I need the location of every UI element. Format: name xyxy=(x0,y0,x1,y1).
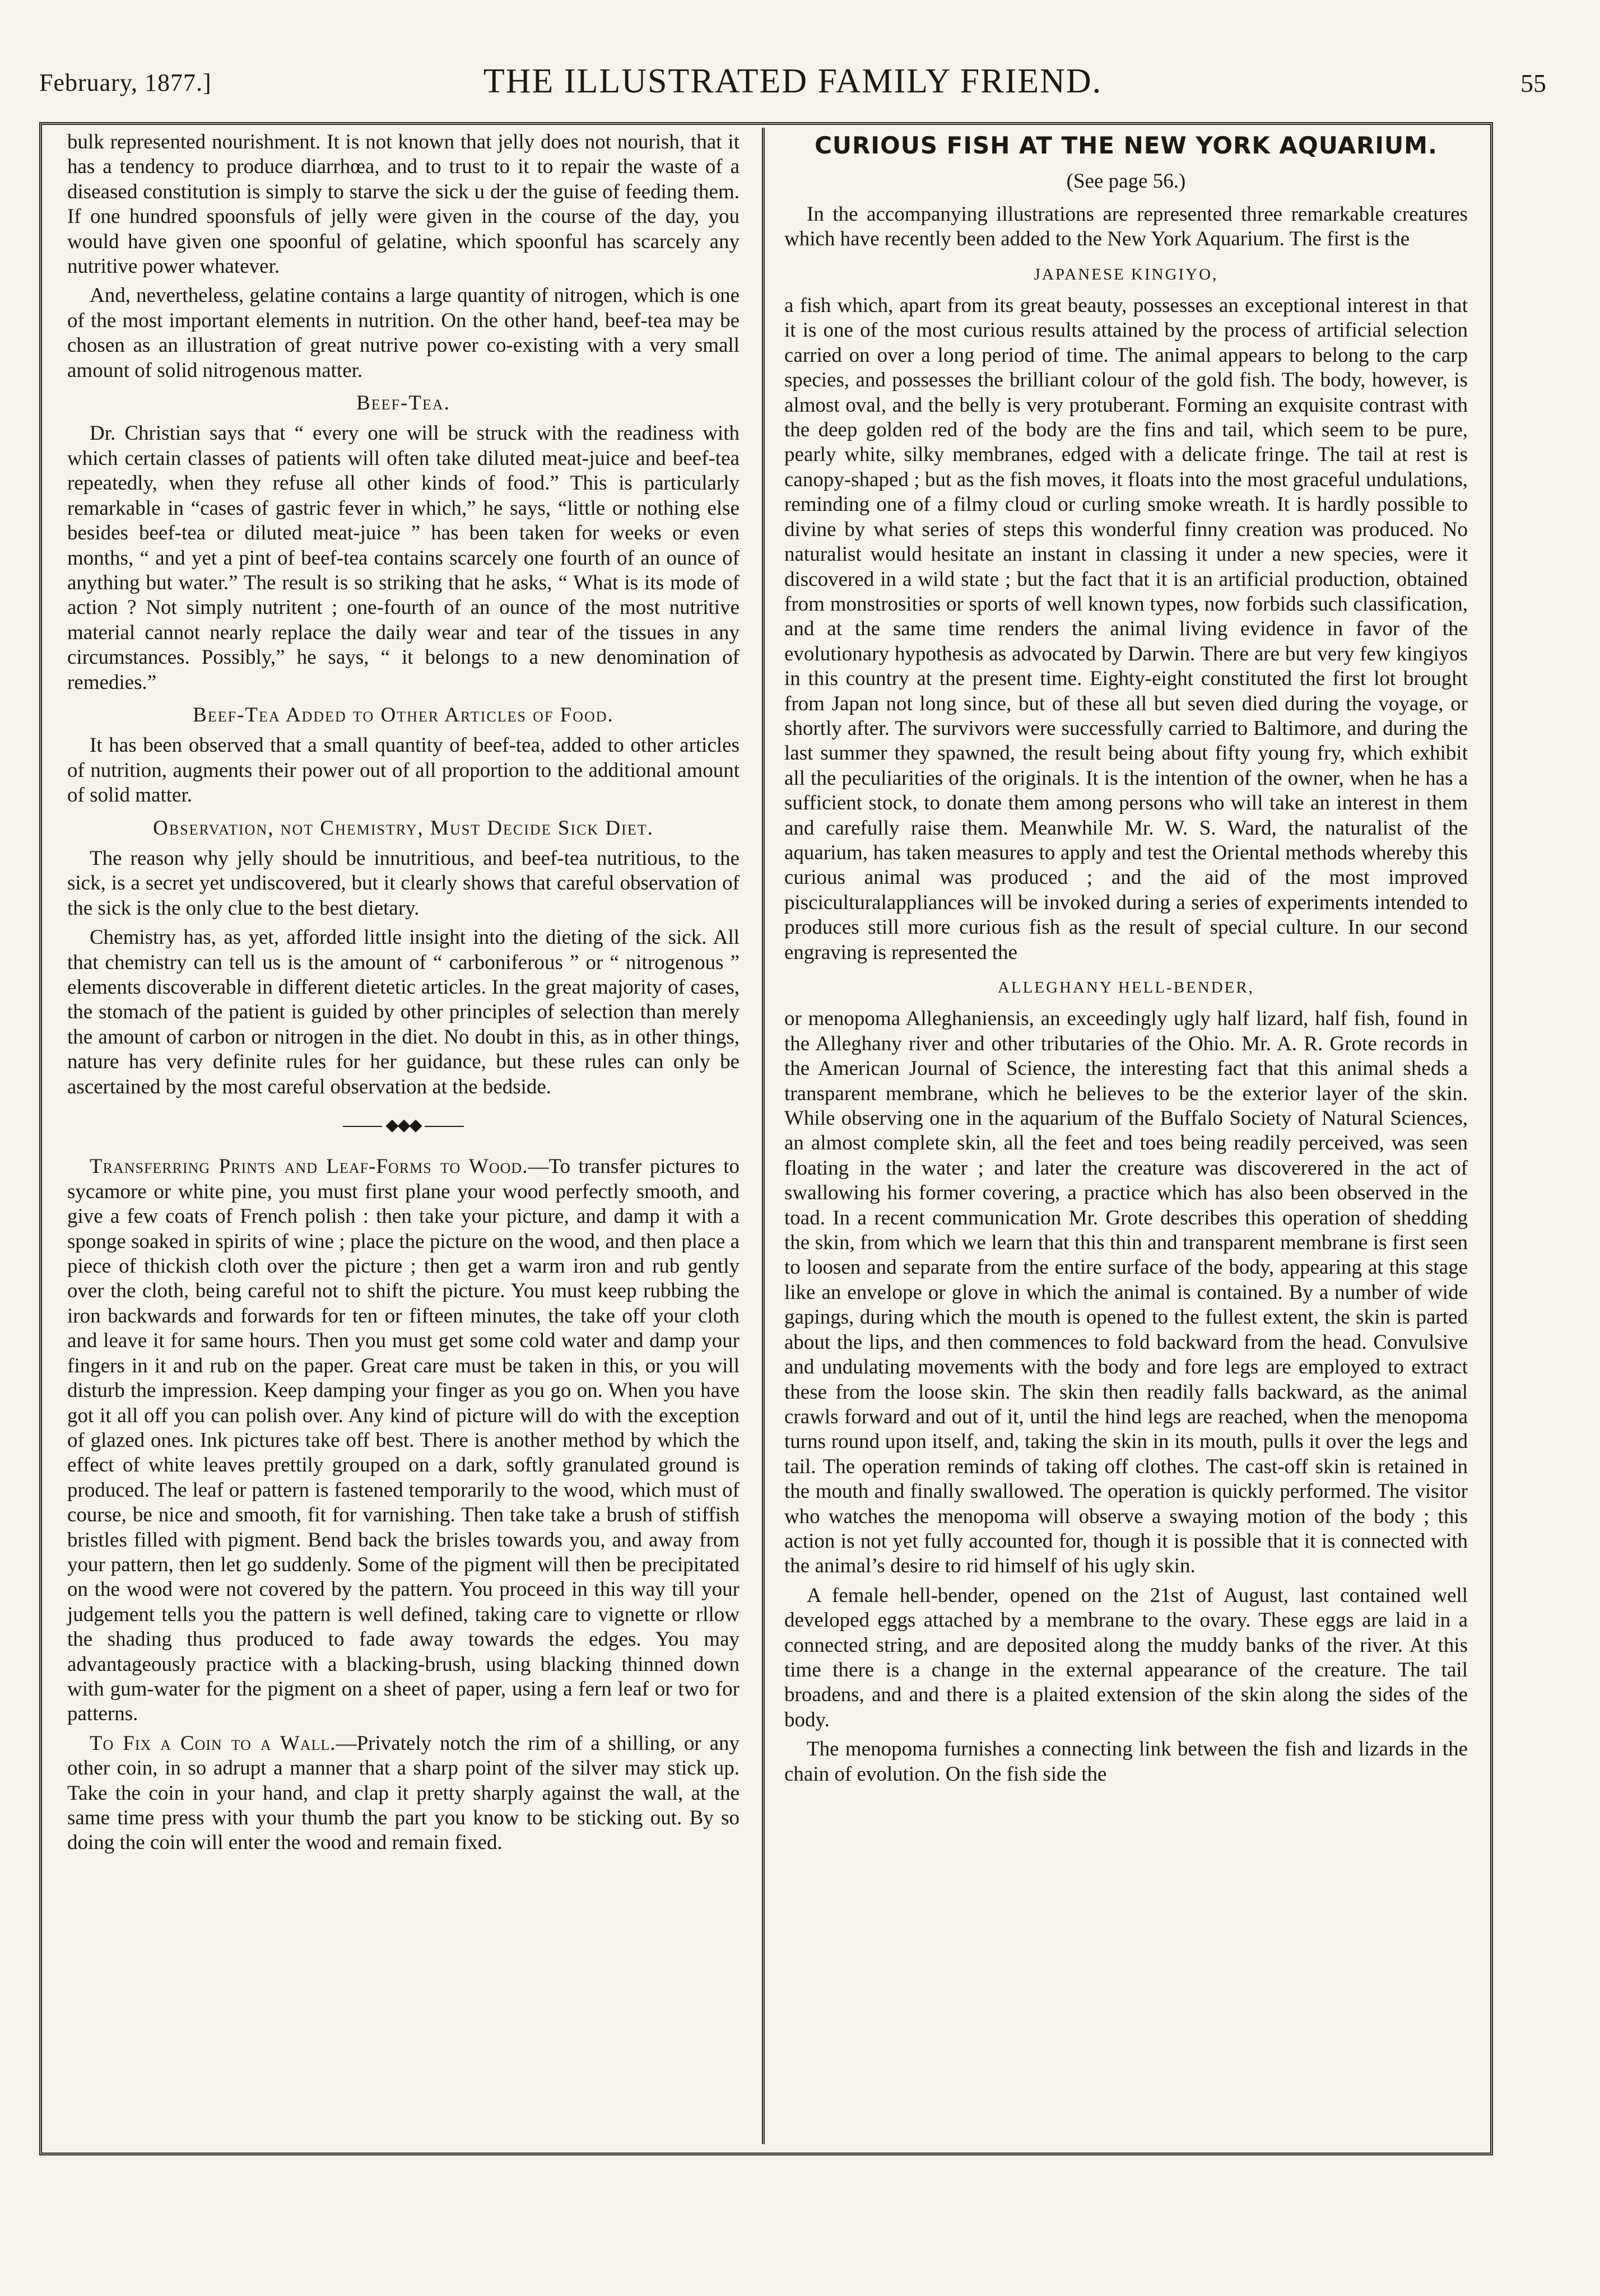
transfer-paragraph xyxy=(67,1154,739,1726)
left-paragraph-4: It has been observed that a small quantity of beef-tea, added to other articles of nutrition, augments their power out of all proportion to the additional amount of solid matter. xyxy=(67,734,739,807)
heading-alleghany-hell-bender: ALLEGHANY HELL-BENDER, xyxy=(998,979,1254,996)
right-paragraph-2: a fish which, apart from its great beauty, possesses an exceptional interest in that it is one of the most curious results attained by the process of artificial selection carried on over a long period of time. The animal appears to belong to the carp species, and possesses the brilliant colour of the gold fish. The body, however, is almost oval, and the belly is very protuberant. Forming an exquisite contrast with the deep golden red of the body are the fins and tail, which seem to be pure, pearly white, silky membranes, edged with a delicate fringe. The tail at rest is canopy-shaped ; but as the fish moves, it floats into the most graceful undulations, reminding one of a filmy cloud or curling smoke wreath. It is hardly possible to divine by what series of steps this wonderful finny creation was produced. No naturalist would hesitate an instant in classing it under a new species, were it discovered in a wild state ; but the fact that it is an artificial production, obtained from monstrosities or sports of well known types, now forbids such classification, and at the same time renders the animal living evidence in favor of the evolutionary hypothesis as advocated by Darwin. There are but very few kingiyos in this country at the present time. Eighty-eight constituted the first lot brought from Japan not long since, but of these all but seven died during the voyage, or shortly after. The survivors were successfully carried to Baltimore, and during the last summer they spawned, the result being about fifty young fry, which exhibit all the peculiarities of the originals. It is the intention of the owner, when he has a sufficient stock, to donate them among persons who will take an interest in them and carefully raise them. Meanwhile Mr. W. S. Ward, the naturalist of the aquarium, has taken measures to apply and test the Oriental methods whereby this curious animal was produced ; and the aid of the most improved pisciculturalappliances will be invoked during a series of experiments intended to produces still more curious fish as the result of special culture. In our second engraving is represented the xyxy=(784,294,1468,964)
heading-beef-tea: Beef-Tea. xyxy=(356,392,450,415)
publication-title: THE ILLUSTRATED FAMILY FRIEND. xyxy=(483,62,1103,100)
right-column xyxy=(784,130,1468,1791)
column-divider xyxy=(762,128,765,2144)
right-paragraph-4: A female hell-bender, opened on the 21st of August, last contained well developed eggs attached by a membrane to the ovary. These eggs are laid in a connected string, and are deposited along the muddy banks of the river. At this time there is a change in the external appearance of the creature. The tail broadens, and and there is a plaited extension of the skin along the sides of the body. xyxy=(784,1584,1468,1731)
page-number: 55 xyxy=(1520,69,1546,97)
coin-paragraph xyxy=(67,1731,739,1856)
ornament-rule-left xyxy=(343,1126,382,1127)
coin-text: —Privately notch the rim of a shilling, or any other coin, in so adrupt a manner that a sharp point of the silver may stick up. Take the coin in your hand, and clap it pretty sharply against the wall, at the same time press with your thumb the part you know to be sticking out. By so doing the coin will enter the wood and remain fixed. xyxy=(67,1731,739,1855)
right-paragraph-3: or menopoma Alleghaniensis, an exceedingly ugly half lizard, half fish, found in the Alleghany river and other tributaries of the Ohio. Mr. A. R. Grote records in the American Journal of Science, the interesting fact that this animal sheds a transparent membrane, which he believes to be the exterior layer of the skin. While observing one in the aquarium of the Buffalo Society of Natural Sciences, an almost complete skin, all the feet and toes being readily perceived, was seen floating in the water ; and later the creature was discoverered in the act of swallowing his former covering, a practice which has also been observed in the toad. In a recent communication Mr. Grote describes this operation of shedding the skin, from which we learn that this thin and transparent membrane is first seen to loosen and separate from the entire surface of the body, appearing at this stage like an envelope or glove in which the animal is contained. By a number of wide gapings, during which the mouth is opened to the fullest extent, the skin is parted about the lips, and then commences to fold backward from the head. Convulsive and undulating movements with the body and fore legs are employed to extract these from the loose skin. The skin then readily falls backward, as the animal crawls forward and out of it, until the hind legs are reached, when the menopoma turns round upon itself, and, taking the skin in its mouth, pulls it over the legs and tail. The operation reminds of taking off clothes. The cast-off skin is retained in the mouth and finally swallowed. The operation is quickly performed. The visitor who watches the menopoma will observe a swaying motion of the body ; this action is not yet fully accounted for, though it is possible that it is connected with the animal’s desire to rid himself of his ugly skin. xyxy=(784,1007,1468,1578)
right-paragraph-5: The menopoma furnishes a connecting link between the fish and lizards in the chain of evolution. On the fish side the xyxy=(784,1738,1468,1786)
left-paragraph-3: Dr. Christian says that “ every one will be struck with the readiness with which certain classes of patients will often take diluted meat-juice and beef-tea repeatedly, when they refuse all other kinds of food.” This is particularly remarkable in “cases of gastric fever in which,” he says, “little or nothing else besides beef-tea or diluted meat-juice ” has been taken for weeks or even months, “ and yet a pint of beef-tea contains scarcely one fourth of an ounce of anything but water.” The result is so striking that he asks, “ What is its mode of action ? Not simply nutritent ; one-fourth of an ounce of the most nutritive material cannot nearly replace the daily wear and tear of the tissues in any circumstances. Possibly,” he says, “ it belongs to a new denomination of remedies.” xyxy=(67,422,739,694)
left-column xyxy=(67,130,739,1860)
left-paragraph-1: bulk represented nourishment. It is not known that jelly does not nourish, that it has a tendency to produce diarrhœa, and to trust to it to repair the waste of a diseased constitution is simply to starve the sick u der the guise of feeding them. If one hundred spoonsfuls of jelly were given in the course of the day, you would have given one spoonful of gelatine, which spoonful has scarcely any nutritive power whatever. xyxy=(67,131,739,278)
page-header xyxy=(39,62,1546,112)
transfer-text: —To transfer pictures to sycamore or white pine, you must first plane your wood perfectly smooth, and give a few coats of French polish : then take your picture, and damp it with a sponge soaked in spirits of wine ; place the picture on the wood, and then place a piece of thickish cloth over the picture ; then get a warm iron and rub gently over the cloth, being careful not to shift the picture. You must keep rubbing the iron backwards and forwards for ten or fifteen minutes, the take off your cloth and leave it for same hours. Then you must get some cold water and damp your fingers in it and rub on the paper. Great care must be taken in this, or you will disturb the impression. Keep damping your finger as you go on. When you have got it all off you can polish over. Any kind of picture will do with the exception of glazed ones. Ink pictures take off best. There is another method by which the effect of white leaves prettily grouped on a dark, softly granulated ground is produced. The leaf or pattern is fastened temporarily to the wood, which must of course, be nice and smooth, fit for varnishing. Then take take a brush of stiffish bristles filled with pigment. Bend back the brisles towards you, and away from your pattern, then let go suddenly. Some of the pigment will then be precipitated on the wood were not covered by the pattern. You proceed in this way till your judgement tells you the pattern is well defined, taking care to vignette or rllow the shading thus produced to fade away towards the edges. You may advantageously practice with a blacking-brush, using blacking thinned down with gum-water for the pigment on a sheet of paper, using a fern leaf or two for patterns. xyxy=(67,1155,739,1726)
article-title: CURIOUS FISH AT THE NEW YORK AQUARIUM. xyxy=(815,132,1438,159)
heading-japanese-kingiyo: JAPANESE KINGIYO, xyxy=(1034,265,1218,283)
see-page-reference: (See page 56.) xyxy=(1066,170,1186,193)
section-ornament xyxy=(67,1113,739,1138)
ornament-glyph: ◆◆◆ xyxy=(385,1116,421,1135)
transfer-heading: Transferring Prints and Leaf-Forms to Wood. xyxy=(90,1155,528,1179)
ornament-rule-right xyxy=(425,1126,464,1127)
issue-date: February, 1877.] xyxy=(39,69,212,96)
left-paragraph-2: And, nevertheless, gelatine contains a large quantity of nitrogen, which is one of the most important elements in nutrition. On the other hand, beef-tea may be chosen as an illustration of great nutrive power co-existing with a very small amount of solid nitrogenous matter. xyxy=(67,284,739,382)
right-paragraph-1: In the accompanying illustrations are represented three remarkable creatures which have recently been added to the New York Aquarium. The first is the xyxy=(784,202,1468,251)
heading-observation: Observation, not Chemistry, Must Decide Sick Diet. xyxy=(153,816,654,840)
coin-heading: To Fix a Coin to a Wall. xyxy=(90,1731,336,1755)
left-paragraph-6: Chemistry has, as yet, afforded little insight into the dieting of the sick. All that chemistry can tell us is the amount of “ carboniferous ” or “ nitrogenous ” elements discoverable in different dietetic articles. In the great majority of cases, the stomach of the patient is guided by other principles of selection than merely the amount of carbon or nitrogen in the diet. No doubt in this, as in other things, nature has very definite rules for her guidance, but these rules can only be ascertained by the most careful observation at the bedside. xyxy=(67,926,739,1098)
left-paragraph-5: The reason why jelly should be innutritious, and beef-tea nutritious, to the sick, is a secret yet undiscovered, but it clearly shows that careful observation of the sick is the only clue to the best dietary. xyxy=(67,846,739,920)
heading-beef-tea-added: Beef-Tea Added to Other Articles of Food. xyxy=(193,703,614,726)
